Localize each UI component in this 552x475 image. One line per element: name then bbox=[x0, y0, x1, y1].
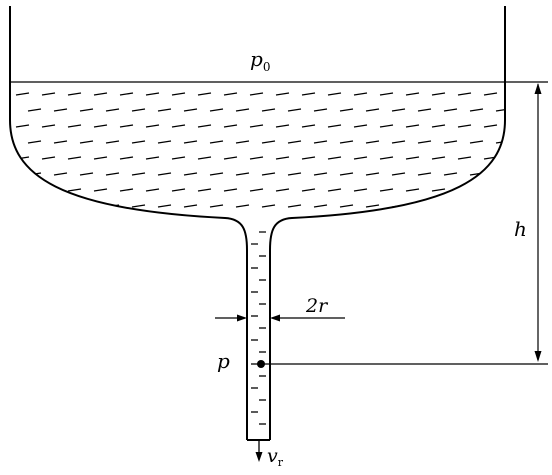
liquid-dash bbox=[302, 93, 315, 95]
liquid-dash bbox=[106, 109, 119, 111]
liquid-dash bbox=[380, 93, 393, 95]
liquid-dash bbox=[80, 205, 93, 207]
liquid-dash bbox=[302, 157, 315, 159]
liquid-dash bbox=[16, 93, 29, 95]
liquid-dash bbox=[418, 205, 431, 207]
liquid-dash bbox=[458, 125, 471, 127]
surface-pressure-label: $p_0$ bbox=[250, 47, 271, 74]
liquid-dash bbox=[68, 93, 81, 95]
liquid-dash bbox=[146, 93, 159, 95]
liquid-dash bbox=[288, 141, 301, 143]
liquid-dash bbox=[198, 189, 211, 191]
liquid-dash bbox=[172, 93, 185, 95]
liquid-dash bbox=[198, 157, 211, 159]
liquid-dash bbox=[80, 173, 93, 175]
liquid-dash bbox=[158, 173, 171, 175]
liquid-dash bbox=[354, 125, 367, 127]
liquid-dash bbox=[68, 157, 81, 159]
liquid-dash bbox=[172, 189, 185, 191]
liquid-dash bbox=[94, 125, 107, 127]
diameter-arrow-right bbox=[270, 315, 280, 322]
outflow-arrow-head bbox=[256, 452, 263, 462]
liquid-dash bbox=[198, 125, 211, 127]
liquid-dash bbox=[458, 157, 471, 159]
liquid-dash bbox=[54, 173, 67, 175]
liquid-dash bbox=[28, 141, 41, 143]
liquid-dash bbox=[328, 157, 341, 159]
liquid-dash bbox=[184, 173, 197, 175]
liquid-dash bbox=[132, 141, 145, 143]
liquid-dash bbox=[146, 189, 159, 191]
liquid-dash bbox=[276, 125, 289, 127]
liquid-hatching bbox=[16, 93, 509, 424]
measurement-point bbox=[257, 360, 265, 368]
liquid-dash bbox=[380, 189, 393, 191]
liquid-dash bbox=[158, 141, 171, 143]
liquid-dash bbox=[380, 157, 393, 159]
liquid-dash bbox=[458, 189, 471, 191]
liquid-dash bbox=[380, 125, 393, 127]
liquid-dash bbox=[184, 141, 197, 143]
liquid-dash bbox=[28, 109, 41, 111]
liquid-dash bbox=[80, 109, 93, 111]
liquid-dash bbox=[496, 205, 509, 207]
liquid-dash bbox=[314, 173, 327, 175]
liquid-dash bbox=[406, 157, 419, 159]
liquid-dash bbox=[314, 205, 327, 207]
outflow-velocity-label: $v_r$ bbox=[267, 445, 283, 469]
liquid-dash bbox=[470, 109, 483, 111]
liquid-dash bbox=[158, 205, 171, 207]
liquid-dash bbox=[250, 157, 263, 159]
height-label: h bbox=[514, 217, 527, 241]
liquid-dash bbox=[444, 205, 457, 207]
liquid-dash bbox=[236, 205, 249, 207]
liquid-dash bbox=[392, 173, 405, 175]
liquid-dash bbox=[42, 157, 55, 159]
liquid-dash bbox=[418, 141, 431, 143]
diameter-arrow-left bbox=[237, 315, 247, 322]
liquid-dash bbox=[16, 125, 29, 127]
liquid-dash bbox=[496, 109, 509, 111]
liquid-dash bbox=[262, 141, 275, 143]
liquid-dash bbox=[406, 189, 419, 191]
point-pressure-label: p bbox=[217, 349, 230, 373]
liquid-dash bbox=[236, 109, 249, 111]
liquid-dash bbox=[366, 109, 379, 111]
liquid-dash bbox=[432, 125, 445, 127]
liquid-dash bbox=[288, 205, 301, 207]
liquid-dash bbox=[172, 125, 185, 127]
liquid-dash bbox=[262, 205, 275, 207]
liquid-dash bbox=[250, 189, 263, 191]
liquid-dash bbox=[432, 157, 445, 159]
liquid-dash bbox=[302, 125, 315, 127]
liquid-dash bbox=[54, 141, 67, 143]
liquid-dash bbox=[28, 205, 41, 207]
liquid-dash bbox=[94, 157, 107, 159]
liquid-dash bbox=[106, 141, 119, 143]
liquid-dash bbox=[184, 205, 197, 207]
liquid-dash bbox=[432, 189, 445, 191]
liquid-dash bbox=[198, 93, 211, 95]
liquid-dash bbox=[314, 141, 327, 143]
liquid-dash bbox=[340, 205, 353, 207]
liquid-dash bbox=[42, 189, 55, 191]
liquid-dash bbox=[120, 93, 133, 95]
liquid-dash bbox=[444, 173, 457, 175]
liquid-dash bbox=[94, 93, 107, 95]
liquid-dash bbox=[224, 125, 237, 127]
liquid-dash bbox=[288, 109, 301, 111]
liquid-dash bbox=[54, 205, 67, 207]
liquid-dash bbox=[444, 141, 457, 143]
liquid-dash bbox=[224, 93, 237, 95]
liquid-dash bbox=[276, 189, 289, 191]
liquid-dash bbox=[16, 189, 29, 191]
liquid-dash bbox=[158, 109, 171, 111]
liquid-dash bbox=[132, 109, 145, 111]
liquid-dash bbox=[210, 141, 223, 143]
liquid-dash bbox=[484, 125, 497, 127]
liquid-dash bbox=[54, 109, 67, 111]
liquid-dash bbox=[276, 157, 289, 159]
liquid-dash bbox=[392, 109, 405, 111]
vessel-outline bbox=[10, 6, 505, 440]
liquid-dash bbox=[496, 173, 509, 175]
liquid-dash bbox=[328, 189, 341, 191]
liquid-dash bbox=[224, 157, 237, 159]
liquid-dash bbox=[172, 157, 185, 159]
liquid-dash bbox=[120, 157, 133, 159]
liquid-dash bbox=[80, 141, 93, 143]
liquid-dash bbox=[42, 125, 55, 127]
liquid-dash bbox=[354, 157, 367, 159]
liquid-dash bbox=[120, 189, 133, 191]
liquid-dash bbox=[392, 141, 405, 143]
liquid-dash bbox=[250, 93, 263, 95]
liquid-dash bbox=[340, 109, 353, 111]
liquid-dash bbox=[262, 109, 275, 111]
liquid-dash bbox=[418, 173, 431, 175]
liquid-dash bbox=[146, 125, 159, 127]
liquid-dash bbox=[484, 189, 497, 191]
liquid-dash bbox=[340, 141, 353, 143]
liquid-dash bbox=[132, 205, 145, 207]
liquid-dash bbox=[210, 109, 223, 111]
liquid-dash bbox=[68, 125, 81, 127]
liquid-dash bbox=[354, 93, 367, 95]
liquid-dash bbox=[328, 125, 341, 127]
liquid-dash bbox=[262, 173, 275, 175]
liquid-dash bbox=[458, 93, 471, 95]
liquid-dash bbox=[184, 109, 197, 111]
liquid-dash bbox=[120, 125, 133, 127]
liquid-dash bbox=[42, 93, 55, 95]
liquid-dash bbox=[210, 205, 223, 207]
liquid-dash bbox=[340, 173, 353, 175]
liquid-dash bbox=[366, 141, 379, 143]
liquid-dash bbox=[314, 109, 327, 111]
liquid-dash bbox=[276, 93, 289, 95]
liquid-dash bbox=[406, 125, 419, 127]
liquid-dash bbox=[94, 189, 107, 191]
liquid-dash bbox=[470, 205, 483, 207]
height-arrow-bottom bbox=[535, 351, 542, 362]
liquid-dash bbox=[302, 189, 315, 191]
height-arrow-top bbox=[535, 83, 542, 94]
liquid-dash bbox=[106, 173, 119, 175]
liquid-dash bbox=[470, 141, 483, 143]
liquid-dash bbox=[484, 93, 497, 95]
liquid-dash bbox=[366, 205, 379, 207]
liquid-dash bbox=[236, 141, 249, 143]
liquid-dash bbox=[406, 93, 419, 95]
liquid-dash bbox=[288, 173, 301, 175]
liquid-dash bbox=[132, 173, 145, 175]
liquid-dash bbox=[354, 189, 367, 191]
liquid-dash bbox=[210, 173, 223, 175]
liquid-dash bbox=[250, 125, 263, 127]
liquid-dash bbox=[224, 189, 237, 191]
liquid-dash bbox=[236, 173, 249, 175]
liquid-dash bbox=[328, 93, 341, 95]
diameter-label: 2r bbox=[306, 295, 328, 317]
liquid-dash bbox=[418, 109, 431, 111]
liquid-dash bbox=[366, 173, 379, 175]
liquid-dash bbox=[68, 189, 81, 191]
liquid-dash bbox=[432, 93, 445, 95]
liquid-dash bbox=[146, 157, 159, 159]
liquid-dash bbox=[444, 109, 457, 111]
